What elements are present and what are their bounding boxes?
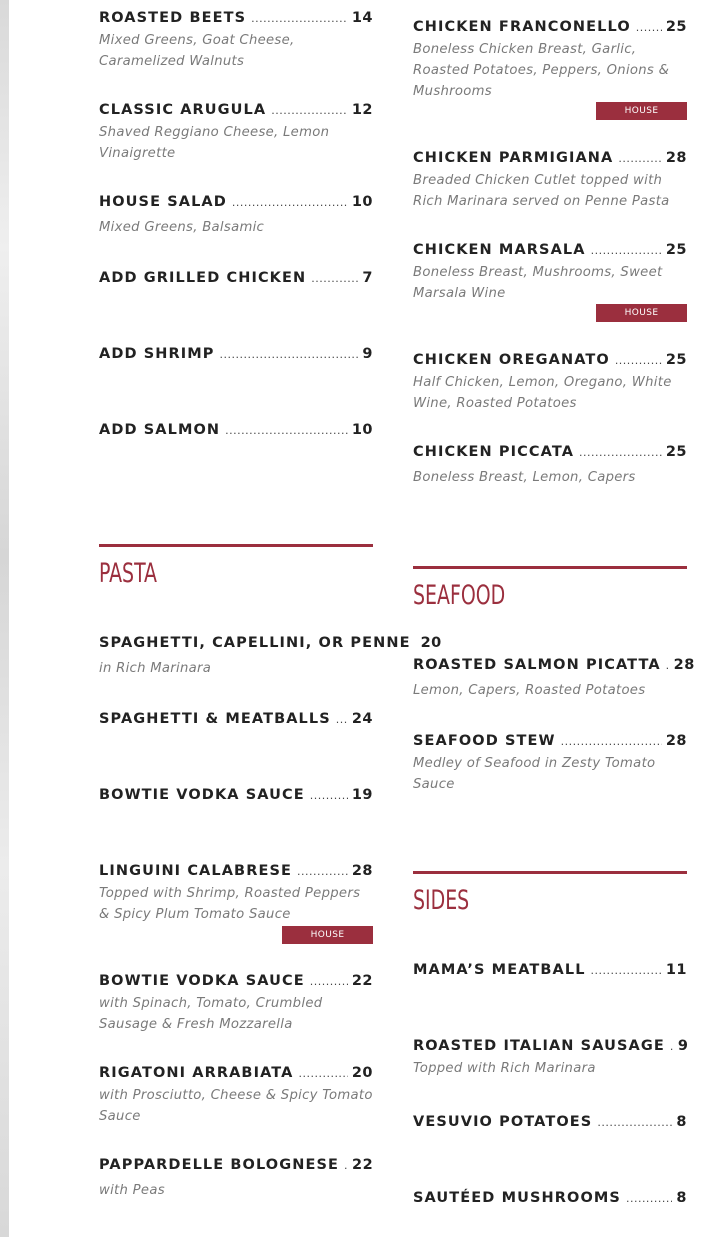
item-name: MAMA’S MEATBALL [413, 962, 586, 978]
menu-item [99, 100, 373, 164]
item-price: 14 [351, 10, 373, 26]
item-description: Topped with Shrimp, Roasted Peppers & Spicy Plum Tomato Sauce [99, 886, 361, 922]
menu-item [99, 971, 373, 1035]
item-price: 8 [676, 1190, 687, 1206]
menu-item [99, 8, 373, 72]
item-name: CHICKEN OREGANATO [413, 352, 610, 368]
leader-dots [310, 972, 348, 992]
leader-dots [561, 732, 662, 752]
item-name: BOWTIE VODKA SAUCE [99, 787, 305, 803]
item-name: CHICKEN PARMIGIANA [413, 150, 614, 166]
item-name: RIGATONI ARRABIATA [99, 1065, 294, 1081]
leader-dots [336, 710, 348, 730]
leader-dots [220, 345, 359, 365]
leader-dots [298, 1064, 347, 1084]
leader-dots [670, 1037, 674, 1057]
item-price: 12 [351, 102, 373, 118]
menu-item [413, 17, 687, 102]
section-rule [413, 566, 687, 569]
menu-item [99, 633, 442, 679]
menu-item [99, 1155, 373, 1201]
menu-item [413, 655, 695, 701]
menu-item [413, 1112, 687, 1132]
item-description: Topped with Rich Marinara [413, 1061, 596, 1076]
menu-item [99, 268, 373, 288]
item-price: 10 [351, 194, 373, 210]
leader-dots [597, 1113, 672, 1133]
item-name: CHICKEN FRANCONELLO [413, 19, 631, 35]
item-price: 28 [351, 863, 373, 879]
menu-item [99, 785, 373, 805]
item-name: ROASTED ITALIAN SAUSAGE [413, 1038, 665, 1054]
section-title-pasta: PASTA [99, 558, 157, 589]
page-edge-shadow [0, 0, 9, 1237]
item-price: 20 [351, 1065, 373, 1081]
leader-dots [310, 786, 348, 806]
menu-item [99, 420, 373, 440]
item-price: 25 [665, 444, 687, 460]
menu-item [99, 709, 373, 729]
menu-item [413, 148, 687, 212]
item-price: 25 [665, 19, 687, 35]
item-name: BOWTIE VODKA SAUCE [99, 973, 305, 989]
item-price: 8 [676, 1114, 687, 1130]
item-name: ADD SHRIMP [99, 346, 215, 362]
item-description: Boneless Breast, Lemon, Capers [413, 470, 636, 485]
leader-dots [615, 351, 662, 371]
item-price: 7 [362, 270, 373, 286]
item-description: with Peas [99, 1183, 165, 1198]
item-description: Boneless Breast, Mushrooms, Sweet Marsala Wine [413, 265, 663, 301]
leader-dots [311, 269, 358, 289]
menu-page [9, 0, 725, 1237]
item-name: LINGUINI CALABRESE [99, 863, 293, 879]
item-description: with Spinach, Tomato, Crumbled Sausage & Fresh Mozzarella [99, 996, 323, 1032]
item-name: ADD SALMON [99, 422, 221, 438]
house-favorite-badge: HOUSE FAVORITE [596, 102, 687, 120]
leader-dots [271, 101, 348, 121]
menu-item [413, 731, 687, 795]
leader-dots [626, 1189, 672, 1209]
item-price: 28 [673, 657, 695, 673]
menu-item [413, 350, 687, 414]
leader-dots [251, 9, 348, 29]
leader-dots [344, 1156, 348, 1176]
menu-item [99, 861, 373, 925]
section-title-sides: SIDES [413, 885, 470, 916]
house-favorite-badge: HOUSE FAVORITE [282, 926, 373, 944]
item-name: SEAFOOD STEW [413, 733, 556, 749]
item-description: Breaded Chicken Cutlet topped with Rich Marinara served on Penne Pasta [413, 173, 670, 209]
item-name: SAUTÉED MUSHROOMS [413, 1190, 621, 1206]
item-name: HOUSE SALAD [99, 194, 227, 210]
item-description: Boneless Chicken Breast, Garlic, Roasted Potatoes, Peppers, Onions & Mushrooms [413, 42, 670, 99]
item-name: CHICKEN PICCATA [413, 444, 575, 460]
item-name: CHICKEN MARSALA [413, 242, 586, 258]
menu-item [413, 1036, 687, 1079]
menu-item [99, 344, 373, 364]
section-rule [99, 544, 373, 547]
leader-dots [666, 656, 670, 676]
item-description: Lemon, Capers, Roasted Potatoes [413, 683, 646, 698]
leader-dots [591, 241, 662, 261]
item-name: SPAGHETTI, CAPELLINI, OR PENNE [99, 635, 411, 651]
leader-dots [636, 18, 662, 38]
item-price: 25 [665, 242, 687, 258]
item-name: SPAGHETTI & MEATBALLS [99, 711, 331, 727]
menu-item [413, 442, 687, 488]
item-price: 10 [351, 422, 373, 438]
item-price: 28 [665, 733, 687, 749]
item-price: 9 [677, 1038, 689, 1054]
leader-dots [225, 421, 348, 441]
menu-item [413, 1188, 687, 1208]
item-price: 9 [362, 346, 373, 362]
item-description: in Rich Marinara [99, 661, 212, 676]
item-description: Mixed Greens, Balsamic [99, 220, 265, 235]
menu-item [413, 240, 687, 304]
item-description: with Prosciutto, Cheese & Spicy Tomato Sauce [99, 1088, 373, 1124]
leader-dots [591, 961, 662, 981]
leader-dots [232, 193, 348, 213]
menu-item [413, 960, 687, 980]
item-description: Medley of Seafood in Zesty Tomato Sauce [413, 756, 656, 792]
item-name: ADD GRILLED CHICKEN [99, 270, 307, 286]
item-description: Mixed Greens, Goat Cheese, Caramelized Walnuts [99, 33, 295, 69]
item-price: 28 [665, 150, 687, 166]
section-title-seafood: SEAFOOD [413, 580, 506, 611]
item-price: 22 [352, 1157, 374, 1173]
item-price: 24 [351, 711, 373, 727]
leader-dots [579, 443, 662, 463]
item-price: 19 [351, 787, 373, 803]
item-price: 20 [420, 635, 442, 651]
item-price: 22 [351, 973, 373, 989]
leader-dots [297, 862, 348, 882]
item-price: 11 [665, 962, 687, 978]
item-name: ROASTED SALMON PICATTA [413, 657, 661, 673]
menu-item [99, 1063, 373, 1127]
item-name: PAPPARDELLE BOLOGNESE [99, 1157, 340, 1173]
item-price: 25 [665, 352, 687, 368]
house-favorite-badge: HOUSE FAVORITE [596, 304, 687, 322]
item-name: ROASTED BEETS [99, 10, 247, 26]
menu-item [99, 192, 373, 238]
item-description: Half Chicken, Lemon, Oregano, White Wine, Roasted Potatoes [413, 375, 672, 411]
section-rule [413, 871, 687, 874]
item-name: VESUVIO POTATOES [413, 1114, 593, 1130]
item-description: Shaved Reggiano Cheese, Lemon Vinaigrette [99, 125, 330, 161]
item-name: CLASSIC ARUGULA [99, 102, 267, 118]
leader-dots [618, 149, 661, 169]
